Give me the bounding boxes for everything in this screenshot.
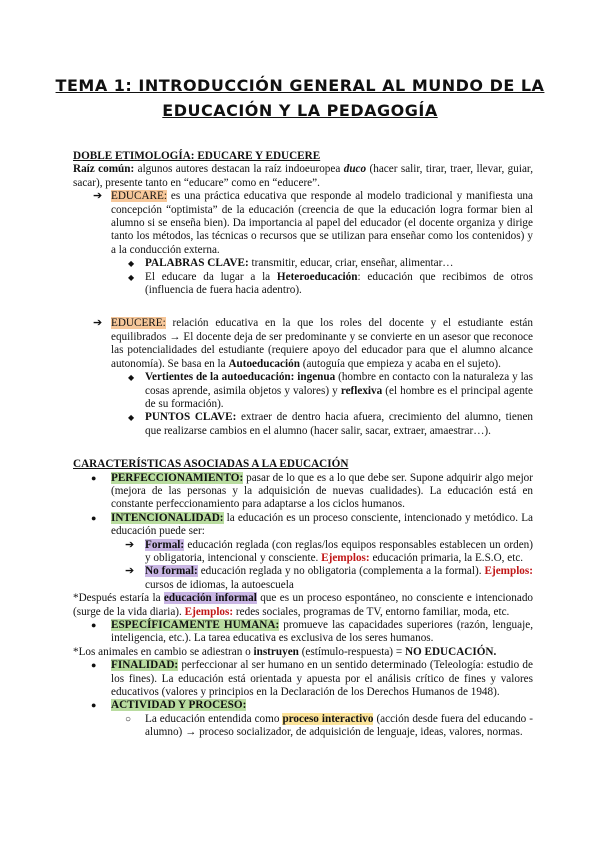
educare-kw-label: PALABRAS CLAVE:: [145, 257, 249, 270]
diamond-bullet-icon: ◆: [128, 413, 135, 423]
arrow-bullet-icon: ➔: [125, 538, 135, 551]
no-formal-text: educación reglada y no obligatoria (complementa a la formal).: [197, 565, 485, 578]
educere-term: EDUCERE:: [111, 317, 166, 330]
educare-term: EDUCARE:: [111, 190, 167, 203]
root-text-b: (hacer salir, tirar, traer, llevar, guiar, sacar), presente tanto en “educare” como en “educere”.: [73, 163, 534, 189]
paragraph-root: [73, 163, 533, 190]
informal-text-b: que es un proceso espontáneo, no consciente e intencionado (surge de la vida diaria).: [73, 592, 534, 618]
informal-text-a: *Después estaría la: [73, 592, 164, 605]
formal-examples-label: Ejemplos:: [321, 551, 370, 564]
puntos-clave-text: extraer de dentro hacia afuera, crecimiento del alumno, tienen que realizarse cambios en el alumno (hacer salir, sacar, extraer, amaestrar…).: [145, 411, 534, 437]
page-title-line-1: TEMA 1: INTRODUCCIÓN GENERAL AL MUNDO DE LA: [55, 76, 545, 95]
educere-text-b: (autoguía que empieza y acaba en el sujeto).: [299, 357, 501, 370]
no-formal-term: No formal:: [145, 565, 198, 578]
animales-text-b: (estímulo-respuesta) =: [298, 645, 405, 658]
root-word: duco: [343, 163, 367, 176]
proceso-text-a: La educación entendida como: [145, 712, 283, 725]
dot-bullet-icon: ●: [91, 512, 97, 523]
proceso-text-b: (acción desde fuera del educando - alumno) → proceso socializador, de adquisición de lenguaje, ideas, valores, normas.: [145, 712, 533, 739]
page-title-line-2: EDUCACIÓN Y LA PEDAGOGÍA: [162, 101, 438, 120]
list-item-no-formal: [73, 565, 533, 592]
dot-bullet-icon: ●: [91, 660, 97, 671]
perfeccionamiento-term: PERFECCIONAMIENTO:: [111, 471, 244, 484]
diamond-bullet-icon: ◆: [128, 272, 135, 282]
section-heading-etymology: DOBLE ETIMOLOGÍA: EDUCARE Y EDUCERE: [73, 150, 321, 162]
document-body: [73, 150, 533, 740]
finalidad-term: FINALIDAD:: [111, 659, 179, 672]
puntos-clave-label: PUNTOS CLAVE:: [145, 411, 237, 424]
hetero-text-b: : educación que recibimos de otros (influencia de fuera hacia adentro).: [145, 270, 533, 297]
formal-text: educación reglada (con reglas/los equipos responsables establecen un orden) y obligatoria, intencional y consciente.: [145, 538, 533, 564]
informal-examples-label: Ejemplos:: [184, 605, 234, 618]
list-item-educere: [73, 317, 533, 371]
actividad-proceso-term: ACTIVIDAD Y PROCESO:: [111, 699, 247, 712]
list-item-intencionalidad: [73, 512, 533, 539]
autoeducacion-term: Autoeducación: [228, 357, 300, 370]
spacer: [73, 297, 533, 317]
vertientes-label: Vertientes de la autoeducación: ingenua: [145, 371, 336, 384]
hetero-term: Heteroeducación: [276, 270, 358, 283]
spacer: [73, 438, 533, 458]
no-educacion-term: NO EDUCACIÓN.: [404, 645, 497, 658]
no-formal-examples-label: Ejemplos:: [484, 565, 533, 578]
dot-bullet-icon: ●: [91, 472, 97, 483]
section-heading-caracteristicas: CARACTERÍSTICAS ASOCIADAS A LA EDUCACIÓN: [73, 458, 349, 471]
vertientes-text-a: (hombre en contacto con la naturaleza y las cosas aprende, asimila objetos y valores) y: [145, 371, 533, 397]
diamond-bullet-icon: ◆: [128, 259, 135, 269]
dot-bullet-icon: ●: [91, 700, 97, 711]
reflexiva-term: reflexiva: [340, 384, 383, 397]
root-label: Raíz común:: [73, 163, 135, 176]
educare-kw-text: transmitir, educar, criar, enseñar, alimentar…: [248, 257, 454, 270]
paragraph-animales: [73, 646, 533, 659]
educare-text: es una práctica educativa que responde al modelo tradicional y manifiesta una concepción “optimista” de la educación (creencia de que la educación logra formar bien al alumno si se enseña bien). Da importancia al papel del educador (el docente organiza y dirige tanto los métodos, las técnicas o recursos que se utilizan para enseñar como los contenidos) y a la conducción externa.: [111, 190, 533, 256]
vertientes-text-b: (el hombre es el principal agente de su formación).: [145, 384, 534, 410]
especificamente-humana-term: ESPECÍFICAMENTE HUMANA:: [111, 619, 280, 631]
list-item-puntos-clave: [73, 411, 533, 438]
list-item-educare: [73, 190, 533, 257]
arrow-bullet-icon: ➔: [93, 190, 103, 203]
list-item-perfeccionamiento: [73, 472, 533, 512]
especificamente-humana-text: promueve las capacidades superiores (razón, lenguaje, inteligencia, etc.). La tarea educativa es exclusiva de los seres humanos.: [111, 619, 533, 645]
list-item-vertientes: [73, 371, 533, 411]
perfeccionamiento-text: pasar de lo que es a lo que debe ser. Supone adquirir algo mejor (mejora de las personas y la adquisición de nuevas cualidades). La educación está en constante perfeccionamiento para adaptarse a los ciclos humanos.: [111, 471, 533, 511]
arrow-bullet-icon: ➔: [125, 565, 135, 578]
list-item-formal: [73, 539, 533, 566]
list-item-proceso-interactivo: [73, 713, 533, 740]
hetero-text-a: El educare da lugar a la: [145, 270, 277, 283]
list-item-educare-keywords: [73, 257, 533, 270]
animales-text-a: *Los animales en cambio se adiestran o: [73, 645, 254, 658]
no-formal-examples: cursos de idiomas, la autoescuela: [145, 578, 294, 591]
diamond-bullet-icon: ◆: [128, 373, 135, 383]
educere-text-a: relación educativa en la que los roles del docente y el estudiante están equilibrados → El docente deja de ser predominante y se convierte en un asesor que reconoce las potencialidades del estudiante (requiere apoyo del educador para que el alumno alcance autonomía). Se basa en la: [111, 317, 533, 370]
informal-examples: redes sociales, programas de TV, entorno familiar, moda, etc.: [233, 605, 510, 618]
paragraph-informal: [73, 592, 533, 619]
list-item-especificamente-humana: [73, 619, 533, 646]
intencionalidad-term: INTENCIONALIDAD:: [111, 511, 224, 524]
arrow-bullet-icon: ➔: [93, 317, 103, 330]
list-item-finalidad: [73, 659, 533, 699]
informal-term: educación informal: [163, 592, 257, 605]
formal-term: Formal:: [145, 538, 185, 551]
formal-examples: educación primaria, la E.S.O, etc.: [369, 551, 524, 564]
proceso-interactivo-term: proceso interactivo: [282, 712, 374, 725]
instruyen-term: instruyen: [253, 645, 299, 658]
circle-bullet-icon: ○: [125, 713, 132, 725]
intencionalidad-text: la educación es un proceso consciente, intencionado y metódico. La educación puede ser:: [111, 511, 533, 538]
dot-bullet-icon: ●: [91, 620, 97, 630]
list-item-actividad-proceso: [73, 699, 533, 712]
list-item-heteroeducacion: [73, 271, 533, 298]
root-text-a: algunos autores destacan la raíz indoeuropea: [134, 163, 344, 176]
finalidad-text: perfeccionar al ser humano en un sentido determinado (Teleología: estudio de los fines). La educación está orientada y apuesta por el análisis crítico de fines y valores educativos (valores y principios en la Declaración de los Derechos Humanos de 1948).: [111, 659, 533, 699]
